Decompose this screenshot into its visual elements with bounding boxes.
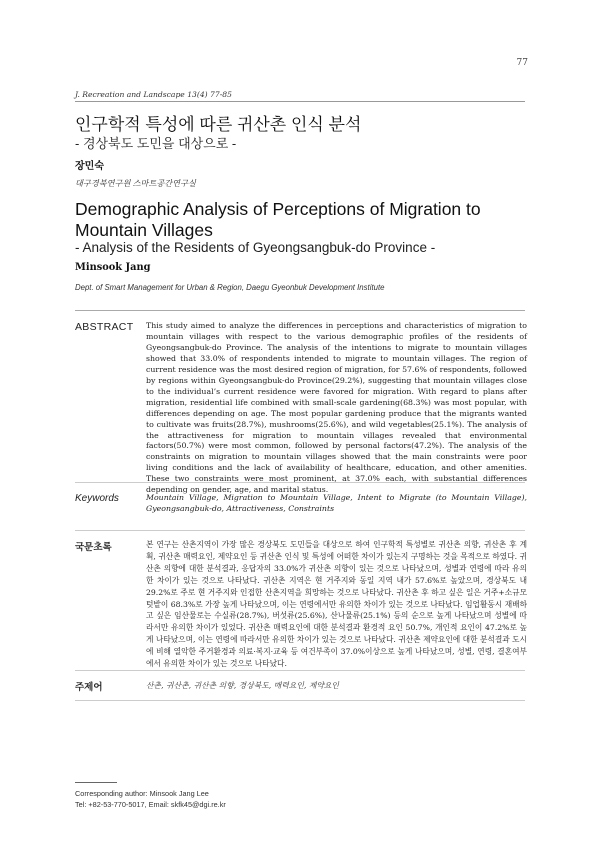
abstract-label: ABSTRACT [75, 321, 134, 333]
journal-reference: J. Recreation and Landscape 13(4) 77-85 [75, 90, 232, 99]
english-affiliation: Dept. of Smart Management for Urban & Region, Daegu Gyeonbuk Development Institute [75, 283, 385, 292]
page-number: 77 [516, 58, 528, 68]
korean-affiliation: 대구경북연구원 스마트공간연구실 [75, 179, 196, 188]
korean-author-name: 장민숙 [75, 161, 104, 172]
korean-subtitle: - 경상북도 도민을 대상으로 - [75, 136, 237, 151]
korean-abstract-divider [75, 530, 525, 531]
korean-keywords-bottom-divider [75, 700, 525, 701]
abstract-text: This study aimed to analyze the differences in perceptions and characteristics of migration to mountain villages with respect to the various demographic profiles of the residents of Gyeongsangbuk-do Province. The analysis of the intentions to migrate to mountain villages showed that 33.0% of respondents intended to migrate to mountain villages. The region of current residence was the most desired region of migration, for 57.6% of respondents, followed by regions within Gyeongsangbuk-do Province(29.2%), suggesting that mountain villages close to the individual’s current residence were favored for migration. With regard to plans after migration, residential life combined with small-scale gardening(68.3%) was most popular, with differences depending on age. The most popular gardening produce that the migrants wanted to cultivate was fruits(28.7%), mushrooms(25.6%), and wild vegetables(25.1%). The analysis of the attractiveness for migration to mountain villages revealed that environmental factors(50.7%) were most common, followed by personal factors(47.2%). The analysis of the constraints on migration to mountain villages showed that the main constraints were poor living conditions and the lack of availability of healthcare, education, and other amenities. These two constraints were most prominent, at 37.0% each, with substantial differences depending on gender, age, and marital status. [146, 321, 527, 495]
header-divider [75, 101, 525, 102]
korean-abstract-text: 본 연구는 산촌지역이 가장 많은 경상북도 도민들을 대상으로 하여 인구학적 특성별로 귀산촌 의향, 귀산촌 후 계획, 귀산촌 매력요인, 제약요인 등 귀산촌 인식 및 특성에 어떠한 차이가 있는지 구명하는 것을 목적으로 하였다. 귀산촌 의향에 대한 분석결과, 응답자의 33.0%가 귀산촌 의향이 있는 것으로 나타났으며, 성별과 연령에 따라 유의한 차이가 있는 것으로 나타났다. 귀산촌 지역은 현 거주지와 동일 지역 내가 57.6%로 높았으며, 경상북도 내 29.2%로 주로 현 거주지와 인접한 산촌지역을 희망하는 것으로 나타났다. 귀산촌 후 하고 싶은 일은 거주+소규모 텃밭이 68.3%로 가장 높게 나타났으며, 이는 연령에서만 유의한 차이가 있는 것으로 나타났다. 임업활동시 재배하고 싶은 임산물로는 수실류(28.7%), 버섯류(25.6%), 산나물류(25.1%) 등의 순으로 높게 나타났으며 성별에 따라서만 유의한 차이가 있었다. 귀산촌 매력요인에 대한 분석결과 환경적 요인 50.7%, 개인적 요인이 47.2%로 높게 나타났으며, 이는 연령에 따라서만 유의한 차이가 있는 것으로 나타났다. 귀산촌 제약요인에 대한 분석결과 도시에 비해 열악한 주거환경과 의료·복지·교육 등 여건부족이 37.0%이상으로 높게 나타났으며, 성별, 연령, 결혼여부에서 유의한 차이가 있는 것으로 나타났다. [146, 540, 527, 669]
korean-keywords-label: 주제어 [75, 682, 103, 693]
korean-title: 인구학적 특성에 따른 귀산촌 인식 분석 [75, 115, 362, 134]
english-title: Demographic Analysis of Perceptions of Migration to Mountain Villages [75, 199, 481, 240]
english-subtitle: - Analysis of the Residents of Gyeongsangbuk-do Province - [75, 240, 436, 255]
korean-abstract-label: 국문초록 [75, 542, 112, 553]
corresponding-author: Corresponding author: Minsook Jang Lee [75, 789, 209, 798]
keywords-label: Keywords [75, 493, 119, 504]
korean-keywords-text: 산촌, 귀산촌, 귀산촌 의향, 경상북도, 매력요인, 제약요인 [146, 681, 339, 690]
english-author-name: Minsook Jang [75, 262, 151, 273]
keywords-text: Mountain Village, Migration to Mountain Village, Intent to Migrate (to Mountain Village), Gyeongsangbuk-do, Attractiveness, Constraints [146, 493, 527, 513]
keywords-divider [75, 482, 525, 483]
footnote-divider [75, 782, 117, 783]
author-contact: Tel: +82-53-770-5017, Email: skfk45@dgi.re.kr [75, 800, 226, 809]
abstract-divider [75, 310, 525, 311]
korean-keywords-divider [75, 670, 525, 671]
